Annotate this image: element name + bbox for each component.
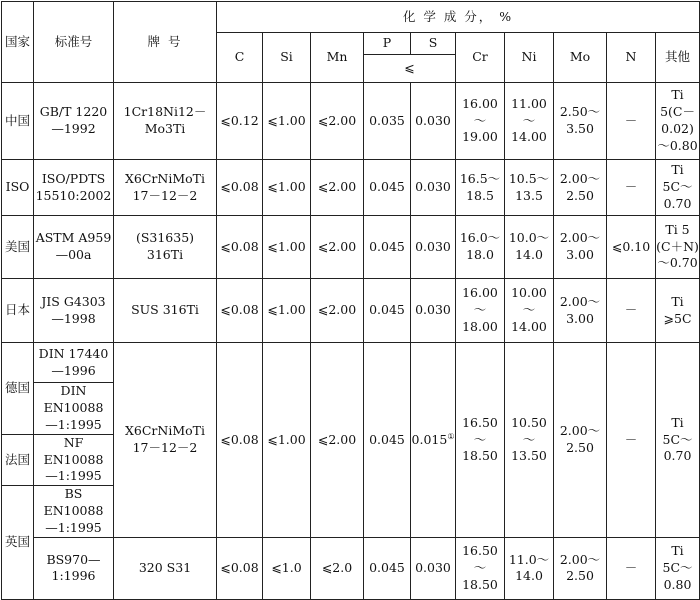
header-ni: Ni — [505, 33, 554, 83]
s-cell: 0.030 — [411, 216, 456, 279]
p-cell: 0.045 — [364, 279, 411, 343]
cr-cell: 16.50～ 18.50 — [456, 343, 505, 538]
p-cell: 0.035 — [364, 83, 411, 160]
other-cell: Ti 5C～ 0.70 — [656, 160, 700, 216]
mo-cell: 2.00～ 2.50 — [554, 537, 607, 599]
country-cell: 美国 — [2, 216, 34, 279]
ni-cell: 10.5～ 13.5 — [505, 160, 554, 216]
cr-cell: 16.5～ 18.5 — [456, 160, 505, 216]
standard-cell: NF EN10088 —1:1995 — [34, 434, 114, 486]
c-cell: ⩽0.12 — [217, 83, 263, 160]
header-other: 其他 — [656, 33, 700, 83]
country-cell: 日本 — [2, 279, 34, 343]
other-cell: Ti 5C～ 0.80 — [656, 537, 700, 599]
si-cell: ⩽1.0 — [263, 537, 311, 599]
si-cell: ⩽1.00 — [263, 279, 311, 343]
header-cr: Cr — [456, 33, 505, 83]
other-cell: Ti 5C～ 0.70 — [656, 343, 700, 538]
header-mo: Mo — [554, 33, 607, 83]
grade-cell: SUS 316Ti — [114, 279, 217, 343]
header-n: N — [607, 33, 656, 83]
table-row — [2, 279, 700, 343]
mn-cell: ⩽2.00 — [311, 343, 364, 538]
mo-cell: 2.50～ 3.50 — [554, 83, 607, 160]
mn-cell: ⩽2.00 — [311, 279, 364, 343]
standard-cell: ISO/PDTS 15510:2002 — [34, 160, 114, 216]
table-row — [2, 343, 700, 383]
s-value: 0.015 — [411, 431, 448, 447]
n-cell: － — [607, 537, 656, 599]
cr-cell: 16.00～ 19.00 — [456, 83, 505, 160]
c-cell: ⩽0.08 — [217, 279, 263, 343]
other-cell: Ti 5(C－ 0.02) ～0.80 — [656, 83, 700, 160]
c-cell: ⩽0.08 — [217, 537, 263, 599]
ni-cell: 10.00～ 14.00 — [505, 279, 554, 343]
standard-cell: BS970— 1:1996 — [34, 537, 114, 599]
country-cell-germany: 德国 — [2, 343, 34, 435]
table-row — [2, 83, 700, 160]
si-cell: ⩽1.00 — [263, 160, 311, 216]
header-p: P — [364, 33, 411, 55]
n-cell: － — [607, 83, 656, 160]
c-cell: ⩽0.08 — [217, 216, 263, 279]
standard-cell: DIN EN10088 —1:1995 — [34, 383, 114, 435]
header-le: ⩽ — [364, 55, 456, 83]
si-cell: ⩽1.00 — [263, 83, 311, 160]
mo-cell: 2.00～ 2.50 — [554, 343, 607, 538]
s-cell: 0.030 — [411, 279, 456, 343]
footnote-mark: ① — [447, 431, 455, 441]
standard-cell: DIN 17440 —1996 — [34, 343, 114, 383]
standard-cell: GB/T 1220 —1992 — [34, 83, 114, 160]
n-cell: － — [607, 343, 656, 538]
header-country: 国家 — [2, 2, 34, 83]
header-composition: 化 学 成 分， % — [217, 2, 700, 33]
steel-composition-table — [1, 1, 700, 600]
mn-cell: ⩽2.0 — [311, 537, 364, 599]
mo-cell: 2.00～ 3.00 — [554, 216, 607, 279]
s-cell: 0.030 — [411, 83, 456, 160]
ni-cell: 11.00～ 14.00 — [505, 83, 554, 160]
mn-cell: ⩽2.00 — [311, 160, 364, 216]
other-cell: Ti 5 (C＋N) ～0.70 — [656, 216, 700, 279]
p-cell: 0.045 — [364, 216, 411, 279]
standard-cell: JIS G4303 —1998 — [34, 279, 114, 343]
grade-cell: 1Cr18Ni12－ Mo3Ti — [114, 83, 217, 160]
country-cell: ISO — [2, 160, 34, 216]
table-row — [2, 216, 700, 279]
standard-cell: ASTM A959 —00a — [34, 216, 114, 279]
header-si: Si — [263, 33, 311, 83]
cr-cell: 16.50～ 18.50 — [456, 537, 505, 599]
country-cell-france: 法国 — [2, 434, 34, 486]
n-cell: － — [607, 160, 656, 216]
n-cell: ⩽0.10 — [607, 216, 656, 279]
header-standard: 标准号 — [34, 2, 114, 83]
header-mn: Mn — [311, 33, 364, 83]
grade-cell: 320 S31 — [114, 537, 217, 599]
mo-cell: 2.00～ 3.00 — [554, 279, 607, 343]
standard-cell: BS EN10088 —1:1995 — [34, 486, 114, 538]
header-c: C — [217, 33, 263, 83]
ni-cell: 10.0～ 14.0 — [505, 216, 554, 279]
grade-cell: X6CrNiMoTi 17－12－2 — [114, 160, 217, 216]
header-grade: 牌 号 — [114, 2, 217, 83]
table-row — [2, 160, 700, 216]
p-cell: 0.045 — [364, 537, 411, 599]
mn-cell: ⩽2.00 — [311, 216, 364, 279]
country-cell-uk: 英国 — [2, 486, 34, 600]
other-cell: Ti ⩾5C — [656, 279, 700, 343]
s-cell: 0.030 — [411, 160, 456, 216]
c-cell: ⩽0.08 — [217, 343, 263, 538]
ni-cell: 10.50～ 13.50 — [505, 343, 554, 538]
si-cell: ⩽1.00 — [263, 343, 311, 538]
mo-cell: 2.00～ 2.50 — [554, 160, 607, 216]
header-s: S — [411, 33, 456, 55]
n-cell: － — [607, 279, 656, 343]
grade-cell: (S31635) 316Ti — [114, 216, 217, 279]
country-cell: 中国 — [2, 83, 34, 160]
s-cell — [411, 343, 456, 538]
cr-cell: 16.0～ 18.0 — [456, 216, 505, 279]
s-cell: 0.030 — [411, 537, 456, 599]
cr-cell: 16.00～ 18.00 — [456, 279, 505, 343]
mn-cell: ⩽2.00 — [311, 83, 364, 160]
ni-cell: 11.0～ 14.0 — [505, 537, 554, 599]
p-cell: 0.045 — [364, 160, 411, 216]
p-cell: 0.045 — [364, 343, 411, 538]
c-cell: ⩽0.08 — [217, 160, 263, 216]
si-cell: ⩽1.00 — [263, 216, 311, 279]
grade-cell: X6CrNiMoTi 17－12－2 — [114, 343, 217, 538]
table-row — [2, 537, 700, 599]
